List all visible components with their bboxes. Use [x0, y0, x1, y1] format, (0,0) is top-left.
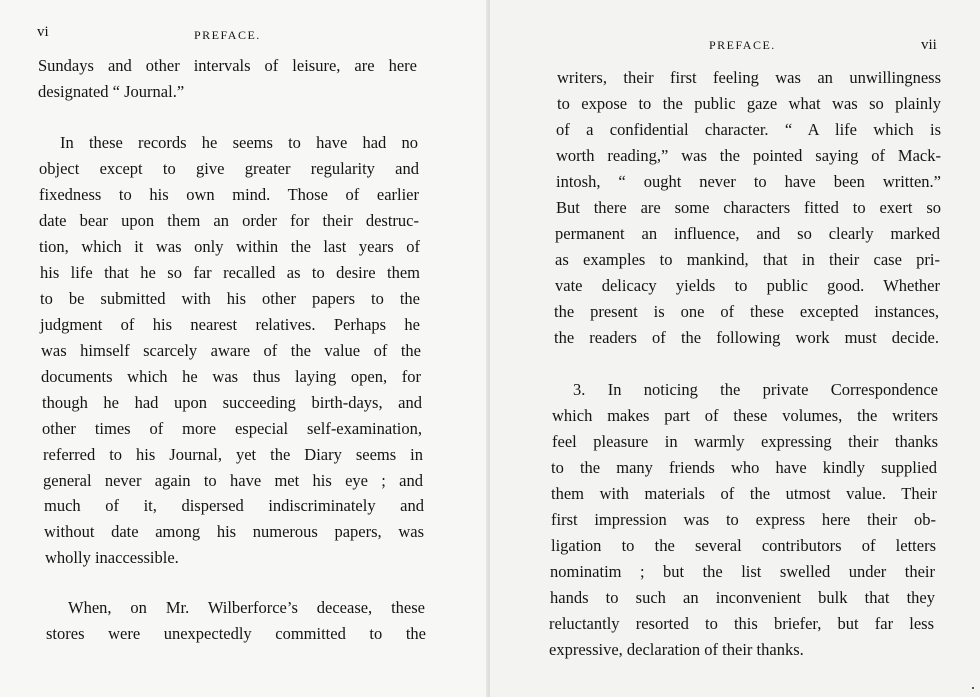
right-page-number: vii — [921, 37, 937, 53]
left-line: When, on Mr. Wilberforce’s decease, these — [68, 598, 425, 617]
left-page-number: vi — [37, 24, 49, 40]
left-line: much of it, dispersed indiscriminately and — [44, 496, 424, 515]
right-line: feel pleasure in warmly expressing their thanks — [552, 432, 938, 451]
left-running-head: PREFACE. — [194, 28, 261, 42]
scan-speck — [972, 687, 974, 689]
left-line: stores were unexpectedly committed to the — [46, 624, 426, 643]
right-line: as examples to mankind, that in their case pri- — [555, 250, 940, 269]
right-line: reluctantly resorted to this briefer, but far less — [549, 614, 934, 633]
left-line: fixedness to his own mind. Those of earlier — [39, 185, 419, 204]
right-line: to expose to the public gaze what was so plainly — [557, 94, 941, 113]
right-line: to the many friends who have kindly supplied — [551, 458, 937, 477]
left-line: other times of more especial self-examination, — [42, 419, 422, 438]
left-line: object except to give greater regularity and — [39, 159, 419, 178]
right-line: nominatim ; but the list swelled under their — [550, 562, 935, 581]
left-line: designated “ Journal.” — [38, 82, 185, 101]
right-line: first impression was to express here their ob- — [551, 510, 936, 529]
left-line: general never again to have met his eye ; and — [43, 471, 423, 490]
right-line: But there are some characters fitted to exert so — [556, 198, 941, 217]
right-line: hands to such an inconvenient bulk that they — [550, 588, 935, 607]
left-line: judgment of his nearest relatives. Perhaps he — [40, 315, 420, 334]
right-line: the present is one of these excepted instances, — [554, 302, 939, 321]
right-line: of a confidential character. “ A life which is — [556, 120, 941, 139]
right-line: ligation to the several contributors of letters — [551, 536, 936, 555]
left-line: without date among his numerous papers, was — [44, 522, 424, 541]
right-line: vate delicacy yields to public good. Whether — [555, 276, 940, 295]
left-line: Sundays and other intervals of leisure, are here — [38, 56, 417, 75]
right-line: writers, their first feeling was an unwillingness — [557, 68, 941, 87]
right-line: intosh, “ ought never to have been written.” — [556, 172, 941, 191]
left-line: was himself scarcely aware of the value of the — [41, 341, 421, 360]
right-page — [490, 0, 980, 697]
left-line: referred to his Journal, yet the Diary seems in — [43, 445, 423, 464]
left-line: to be submitted with his other papers to the — [40, 289, 420, 308]
right-line: worth reading,” was the pointed saying of Mack- — [556, 146, 941, 165]
left-line: his life that he so far recalled as to desire them — [40, 263, 420, 282]
left-page — [0, 0, 488, 697]
right-line: expressive, declaration of their thanks. — [549, 640, 804, 659]
left-line: wholly inaccessible. — [45, 548, 179, 567]
right-line: 3. In noticing the private Correspondence — [573, 380, 938, 399]
right-running-head: PREFACE. — [709, 38, 776, 52]
left-line: tion, which it was only within the last years of — [39, 237, 420, 256]
left-line: though he had upon succeeding birth-days, and — [42, 393, 422, 412]
right-line: them with materials of the utmost value. Their — [551, 484, 937, 503]
left-line: In these records he seems to have had no — [60, 133, 418, 152]
left-line: documents which he was thus laying open, for — [41, 367, 421, 386]
right-line: permanent an influence, and so clearly marked — [555, 224, 940, 243]
right-line: which makes part of these volumes, the writers — [552, 406, 938, 425]
right-line: the readers of the following work must decide. — [554, 328, 939, 347]
left-line: date bear upon them an order for their destruc- — [39, 211, 419, 230]
